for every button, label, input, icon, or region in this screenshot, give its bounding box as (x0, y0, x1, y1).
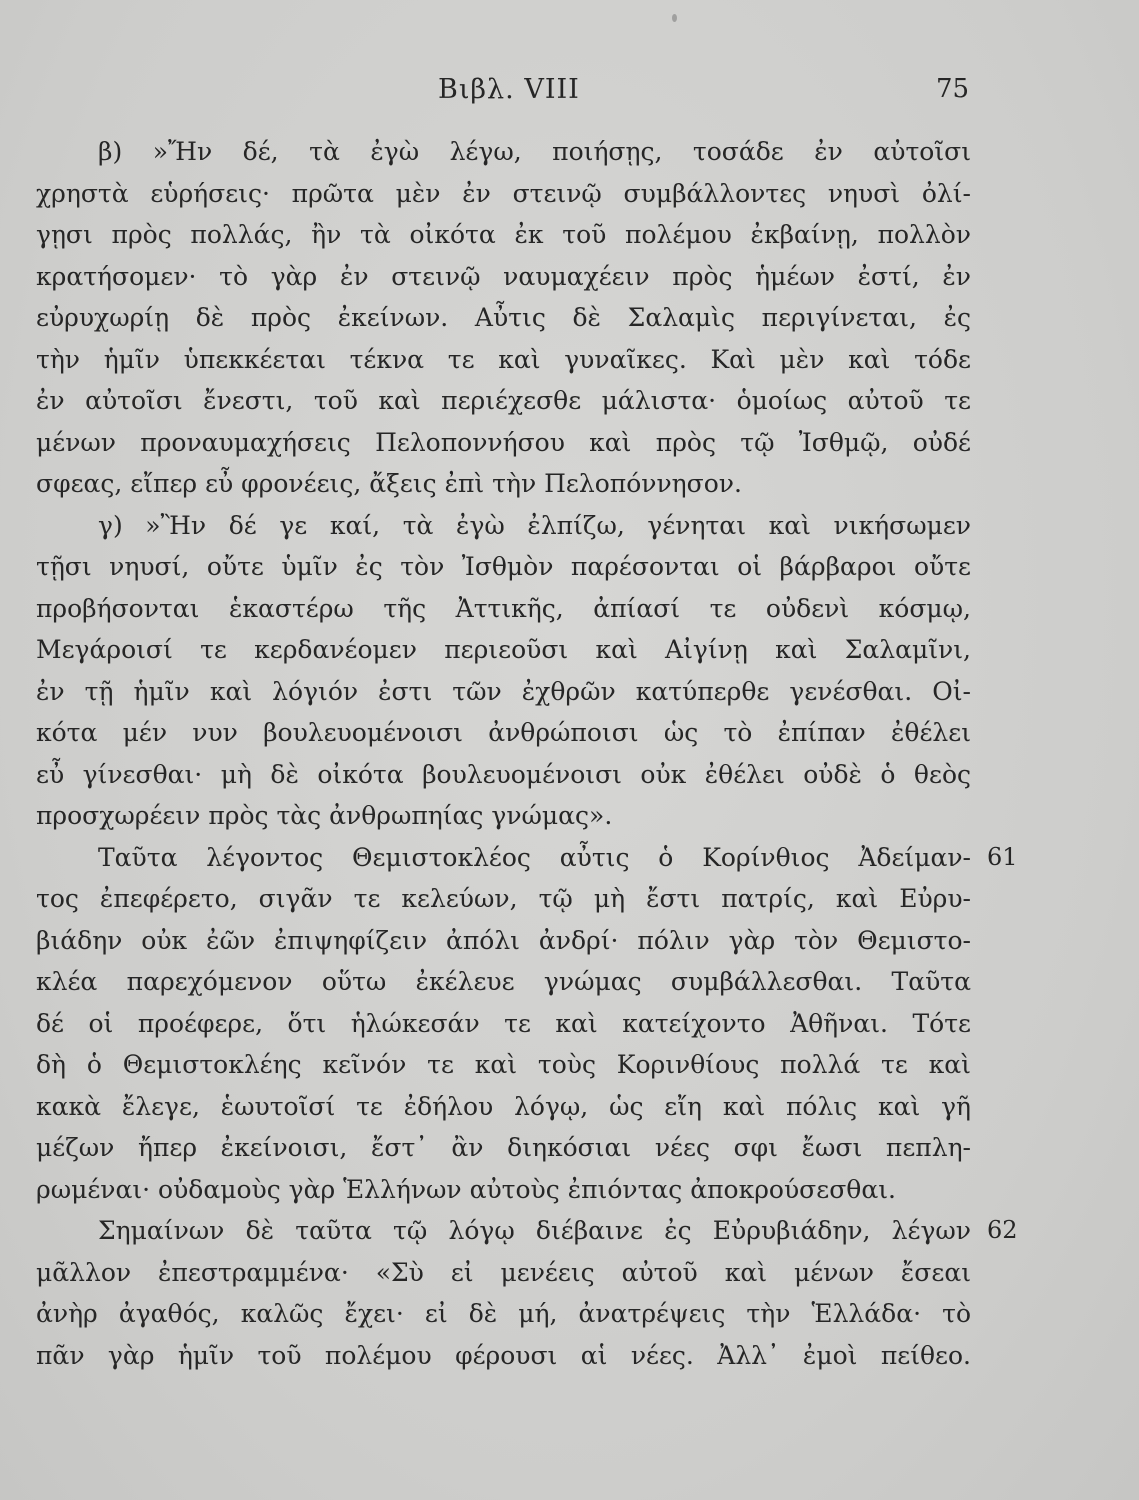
text-line: γῃσι πρὸς πολλάς, ἢν τὰ οἰκότα ἐκ τοῦ πολέμου ἐκβαίνῃ, πολλὸν (36, 220, 971, 249)
text-line: κρατήσομεν· τὸ γὰρ ἐν στεινῷ ναυμαχέειν πρὸς ἡμέων ἐστί, ἐν (36, 261, 971, 291)
text-line: μένων προναυμαχήσεις Πελοποννήσου καὶ πρὸς τῷ Ἰσθμῷ, οὐδέ (36, 427, 971, 457)
text-line: Ταῦτα λέγοντος Θεμιστοκλέος αὖτις ὁ Κορίνθιος Ἀδείμαν- (98, 842, 971, 872)
text-line: εὖ γίνεσθαι· μὴ δὲ οἰκότα βουλευομένοισι οὐκ ἐθέλει οὐδὲ ὁ θεὸς (36, 759, 971, 789)
text-line: κλέα παρεχόμενον οὕτω ἐκέλευε γνώμας συμβάλλεσθαι. Ταῦτα (36, 967, 971, 996)
paper-speck (672, 14, 677, 22)
text-line: βιάδην οὐκ ἐῶν ἐπιψηφίζειν ἀπόλι ἀνδρί· πόλιν γὰρ τὸν Θεμιστο- (36, 925, 971, 955)
margin-section-number: 61 (987, 842, 1018, 871)
text-line: προβήσονται ἑκαστέρω τῆς Ἀττικῆς, ἀπίασί τε οὐδενὶ κόσμῳ, (36, 593, 971, 623)
text-line: μᾶλλον ἐπεστραμμένα· «Σὺ εἰ μενέεις αὐτοῦ καὶ μένων ἔσεαι (36, 1257, 971, 1287)
text-line: κότα μέν νυν βουλευομένοισι ἀνθρώποισι ὡς τὸ ἐπίπαν ἐθέλει (36, 718, 971, 747)
text-line: γ) »Ἢν δέ γε καί, τὰ ἐγὼ ἐλπίζω, γένηται καὶ νικήσωμεν (98, 510, 971, 540)
text-line: χρηστὰ εὑρήσεις· πρῶτα μὲν ἐν στεινῷ συμβάλλοντες νηυσὶ ὀλί- (36, 178, 971, 208)
text-line: δέ οἱ προέφερε, ὅτι ἡλώκεσάν τε καὶ κατείχοντο Ἀθῆναι. Τότε (36, 1008, 971, 1038)
text-line: Μεγάροισί τε κερδανέομεν περιεοῦσι καὶ Αἰγίνῃ καὶ Σαλαμῖνι, (36, 635, 971, 664)
text-line: ἐν αὐτοῖσι ἔνεστι, τοῦ καὶ περιέχεσθε μάλιστα· ὁμοίως αὐτοῦ τε (36, 386, 971, 415)
text-line: σφεας, εἴπερ εὖ φρονέεις, ἄξεις ἐπὶ τὴν Πελοπόννησον. (36, 469, 742, 498)
page-number: 75 (936, 74, 970, 104)
text-line: β) »Ἤν δέ, τὰ ἐγὼ λέγω, ποιήσῃς, τοσάδε ἐν αὐτοῖσι (98, 137, 971, 166)
running-head: Βιβλ. VIII (438, 74, 580, 105)
text-line: δὴ ὁ Θεμιστοκλέης κεῖνόν τε καὶ τοὺς Κορινθίους πολλά τε καὶ (36, 1050, 971, 1079)
text-line: κακὰ ἔλεγε, ἑωυτοῖσί τε ἐδήλου λόγῳ, ὡς εἴη καὶ πόλις καὶ γῆ (36, 1091, 971, 1121)
text-line: πᾶν γὰρ ἡμῖν τοῦ πολέμου φέρουσι αἱ νέες. Ἀλλ᾽ ἐμοὶ πείθεο. (36, 1340, 971, 1370)
text-line: ρωμέναι· οὐδαμοὺς γὰρ Ἑλλήνων αὐτοὺς ἐπιόντας ἀποκρούσεσθαι. (36, 1174, 896, 1204)
text-line: τῇσι νηυσί, οὔτε ὑμῖν ἐς τὸν Ἰσθμὸν παρέσονται οἱ βάρβαροι οὔτε (36, 552, 971, 581)
text-line: ἐν τῇ ἡμῖν καὶ λόγιόν ἐστι τῶν ἐχθρῶν κατύπερθε γενέσθαι. Οἰ- (36, 676, 971, 706)
text-line: μέζων ἤπερ ἐκείνοισι, ἔστ᾽ ἂν διηκόσιαι νέες σφι ἔωσι πεπλη- (36, 1133, 971, 1162)
text-line: ἀνὴρ ἀγαθός, καλῶς ἔχει· εἰ δὲ μή, ἀνατρέψεις τὴν Ἑλλάδα· τὸ (36, 1299, 971, 1328)
text-line: εὐρυχωρίῃ δὲ πρὸς ἐκείνων. Αὖτις δὲ Σαλαμὶς περιγίνεται, ἐς (36, 303, 971, 332)
text-line: προσχωρέειν πρὸς τὰς ἀνθρωπηίας γνώμας». (36, 801, 613, 830)
text-line: τος ἐπεφέρετο, σιγᾶν τε κελεύων, τῷ μὴ ἔστι πατρίς, καὶ Εὐρυ- (36, 884, 971, 913)
text-line: Σημαίνων δὲ ταῦτα τῷ λόγῳ διέβαινε ἐς Εὐρυβιάδην, λέγων (98, 1216, 971, 1245)
body-text (36, 131, 971, 1376)
margin-section-number: 62 (987, 1216, 1018, 1244)
text-line: τὴν ἡμῖν ὑπεκκέεται τέκνα τε καὶ γυναῖκες. Καὶ μὲν καὶ τόδε (36, 344, 971, 374)
